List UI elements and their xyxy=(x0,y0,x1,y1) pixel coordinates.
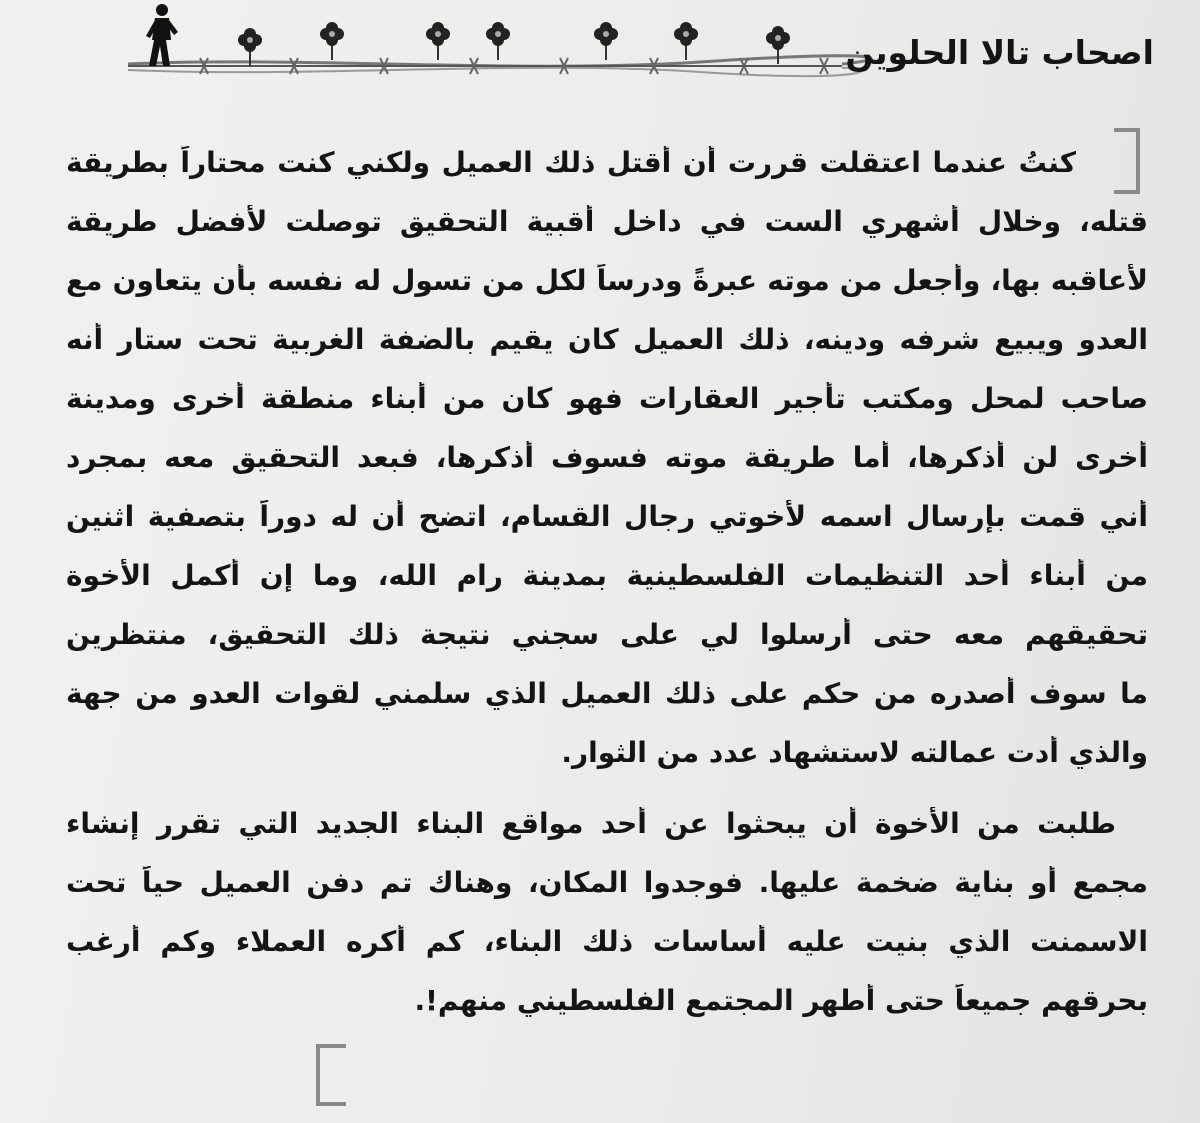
text-line: الاسمنت الذي بنيت عليه أساسات ذلك البناء، كم أكره العملاء وكم أرغب xyxy=(66,925,1148,958)
text-line: العدو ويبيع شرفه ودينه، ذلك العميل كان يقيم بالضفة الغربية تحت ستار أنه xyxy=(66,323,1148,356)
text-line: ما سوف أصدره من حكم على ذلك العميل الذي سلمني لقوات العدو من جهة xyxy=(66,677,1148,710)
flower-icon xyxy=(758,24,798,66)
text-line: تحقيقهم معه حتى أرسلوا لي على سجني نتيجة ذلك التحقيق، منتظرين xyxy=(66,618,1148,651)
flower-icon xyxy=(312,20,352,62)
text-line: لأُعاقبه بها، وأجعل من موته عبرةً ودرساً لكل من تسول له نفسه بأن يتعاون مع xyxy=(66,264,1148,297)
text-line: والذي أدت عمالته لاستشهاد عدد من الثوار. xyxy=(561,736,1148,769)
text-line: أخرى لن أذكرها، أما طريقة موته فسوف أذكرها، فبعد التحقيق معه بمجرد xyxy=(66,441,1148,474)
flower-icon xyxy=(230,26,270,68)
quote-bracket-icon xyxy=(1110,126,1144,196)
page-header xyxy=(0,0,1200,100)
text-line: بحرقهم جميعاً حتى أطهر المجتمع الفلسطيني منهم!. xyxy=(414,984,1148,1017)
quote-bracket-icon xyxy=(310,1042,350,1108)
walking-man-silhouette-icon xyxy=(140,2,186,68)
text-line: قتله، وخلال أشهري الست في داخل أقبية التحقيق توصلت لأفضل طريقة xyxy=(66,205,1148,238)
flower-icon xyxy=(666,20,706,62)
text-line: طلبت من الأخوة أن يبحثوا عن أحد مواقع البناء الجديد التي تقرر إنشاء xyxy=(66,807,1116,840)
page-header-title: اصحاب تالا الحلوين xyxy=(845,33,1154,72)
text-line: كنتُ عندما اعتقلت قررت أن أقتل ذلك العميل ولكني كنت محتاراً بطريقة xyxy=(66,146,1076,179)
text-line: صاحب لمحل ومكتب تأجير العقارات فهو كان من أبناء منطقة أخرى ومدينة xyxy=(66,382,1148,415)
text-line: مجمع أو بناية ضخمة عليها. فوجدوا المكان، وهناك تم دفن العميل حياً تحت xyxy=(66,866,1148,899)
text-line: من أبناء أحد التنظيمات الفلسطينية بمدينة رام الله، وما إن أكمل الأخوة xyxy=(66,559,1148,592)
flower-icon xyxy=(478,20,518,62)
flower-icon xyxy=(418,20,458,62)
flower-icon xyxy=(586,20,626,62)
text-line: أني قمت بإرسال اسمه لأخوتي رجال القسام، اتضح أن له دوراً بتصفية اثنين xyxy=(66,500,1148,533)
